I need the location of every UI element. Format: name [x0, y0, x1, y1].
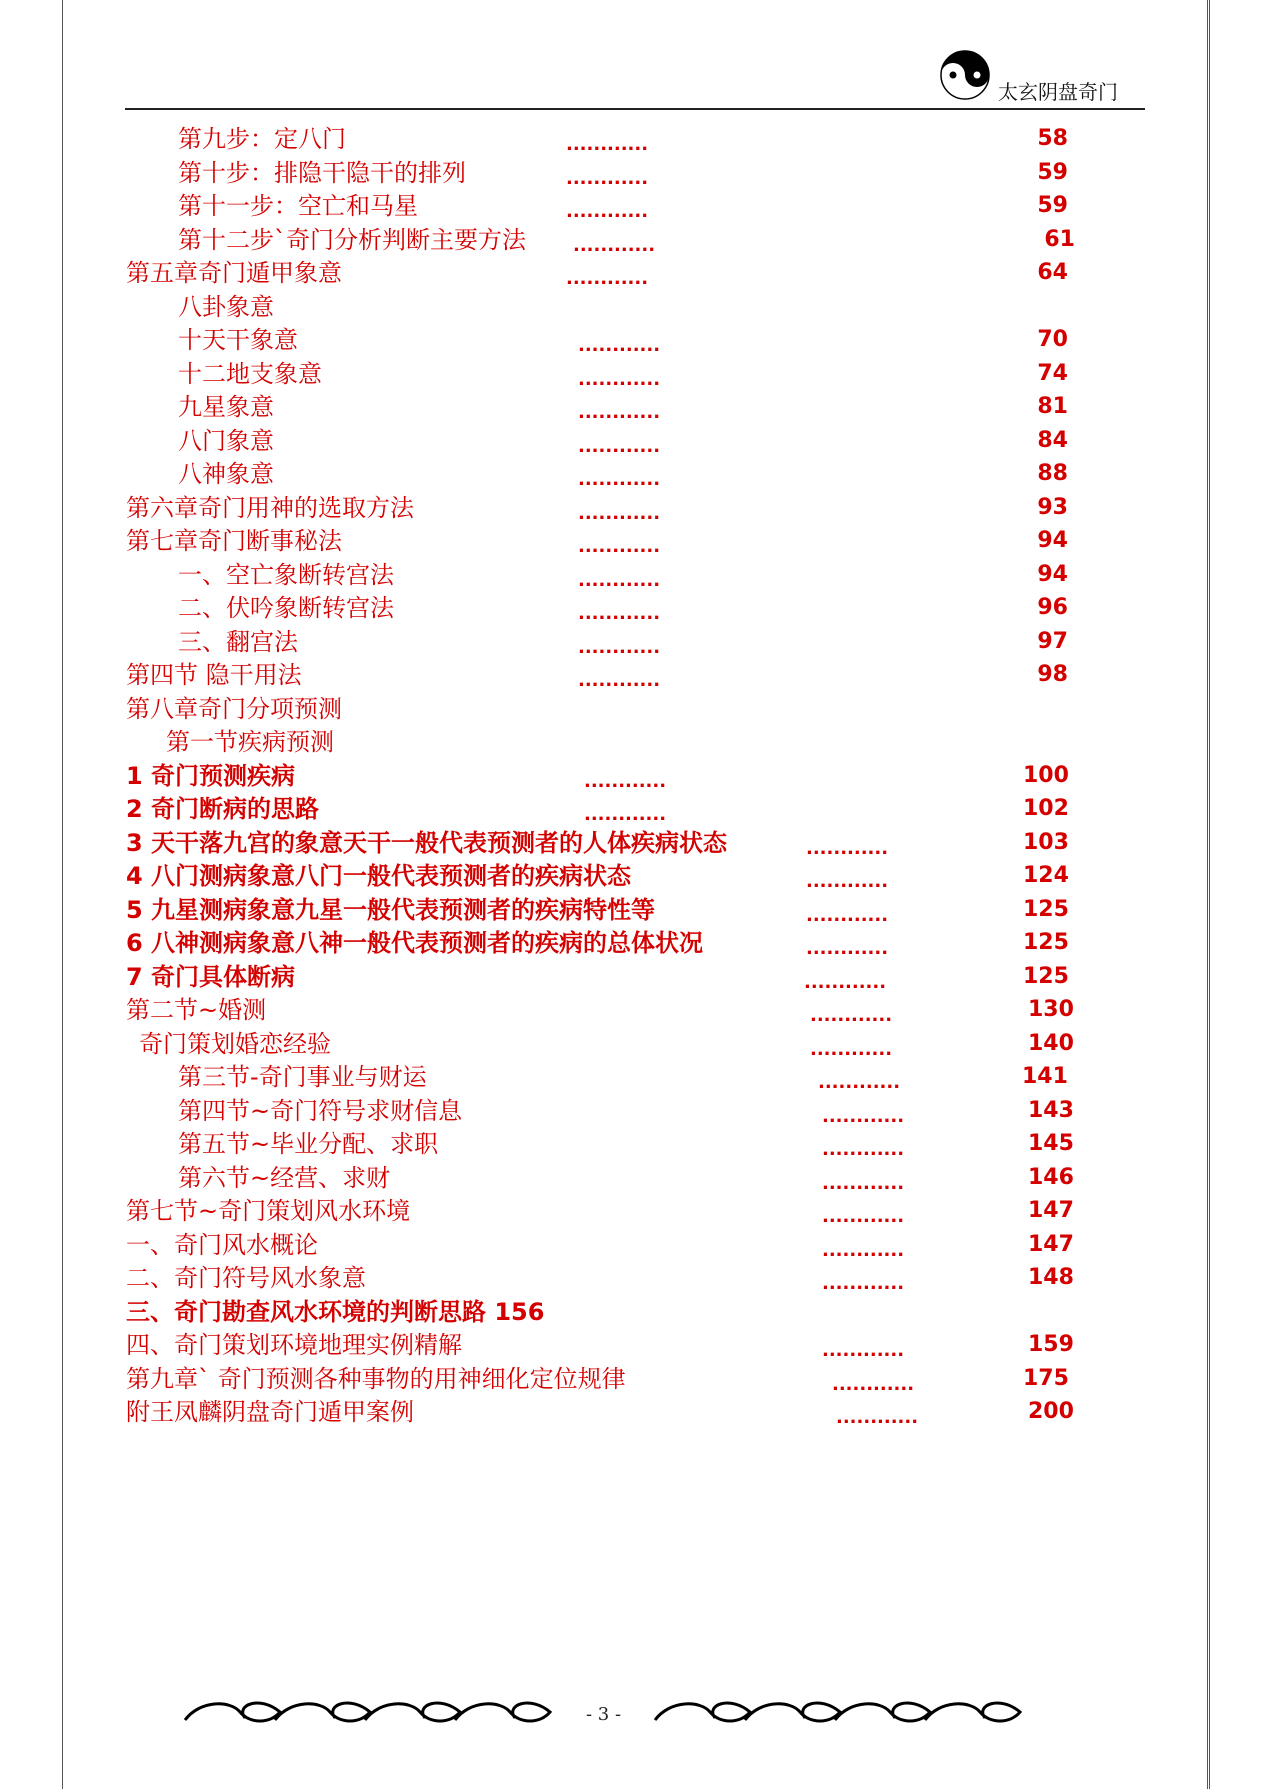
toc-entry[interactable]	[0, 694, 1267, 728]
page-number: - 3 -	[586, 1704, 622, 1725]
toc-entry[interactable]	[0, 1263, 1267, 1297]
toc-entry[interactable]	[0, 359, 1267, 393]
toc-entry-page: 159	[1028, 1332, 1074, 1357]
toc-entry[interactable]	[0, 660, 1267, 694]
toc-entry-title: 第八章奇门分项预测	[126, 694, 342, 723]
toc-entry-page: 88	[1037, 461, 1068, 486]
toc-entry[interactable]	[0, 1163, 1267, 1197]
toc-entry-page: 74	[1037, 360, 1068, 386]
toc-entry-leader: ............	[573, 234, 656, 256]
toc-entry-title: 四、奇门策划环境地理实例精解	[126, 1331, 462, 1359]
toc-entry-page: 64	[1037, 260, 1068, 285]
toc-entry-title: 附王凤麟阴盘奇门遁甲案例	[126, 1398, 414, 1426]
toc-entry[interactable]	[0, 1230, 1267, 1264]
footer-ornament-right-icon	[650, 1690, 1050, 1740]
toc-entry-page: 143	[1028, 1097, 1074, 1123]
toc-entry-title: 一、空亡象断转宫法	[178, 560, 394, 589]
toc-entry-title: 第四节 隐干用法	[126, 661, 302, 689]
toc-entry-page: 97	[1037, 628, 1068, 654]
toc-entry-page: 124	[1023, 863, 1069, 888]
toc-entry-leader: ............	[822, 1206, 905, 1227]
toc-entry-leader: ............	[566, 201, 649, 222]
toc-entry-leader: ............	[578, 335, 661, 356]
toc-entry[interactable]	[0, 1364, 1267, 1398]
toc-entry-leader: ............	[578, 636, 661, 658]
toc-entry-title: 奇门策划婚恋经验	[139, 1029, 331, 1058]
toc-entry-title: 第三节-奇门事业与财运	[178, 1063, 427, 1091]
toc-entry-leader: ............	[832, 1373, 915, 1395]
toc-entry-leader: ............	[578, 670, 661, 691]
toc-entry[interactable]	[0, 995, 1267, 1029]
toc-entry-page: 58	[1037, 126, 1068, 151]
toc-entry-page: 93	[1037, 494, 1068, 520]
toc-entry-page: 141	[1022, 1064, 1068, 1089]
toc-entry-page: 147	[1028, 1198, 1074, 1223]
toc-entry[interactable]	[0, 1062, 1267, 1096]
toc-entry-title: 1 奇门预测疾病	[126, 761, 296, 790]
toc-entry[interactable]	[0, 593, 1267, 627]
toc-entry-title: 十天干象意	[178, 326, 298, 354]
toc-entry-page: 130	[1028, 997, 1074, 1022]
toc-entry-title: 八门象意	[178, 426, 274, 455]
toc-entry-page: 102	[1023, 796, 1069, 821]
toc-entry-leader: ............	[822, 1239, 905, 1261]
toc-entry-page: 140	[1028, 1030, 1074, 1056]
toc-entry-title: 二、奇门符号风水象意	[126, 1264, 366, 1292]
yin-yang-icon	[940, 50, 990, 100]
toc-entry-title: 十二地支象意	[178, 359, 322, 388]
toc-entry[interactable]	[0, 392, 1267, 426]
toc-entry-page: 81	[1037, 394, 1068, 419]
toc-entry-title: 第七章奇门断事秘法	[126, 527, 342, 555]
toc-entry-leader: ............	[810, 1005, 893, 1026]
toc-entry-page: 125	[1023, 963, 1069, 989]
toc-entry[interactable]	[0, 158, 1267, 192]
toc-entry-leader: ............	[806, 837, 889, 859]
page-footer	[180, 1690, 1060, 1740]
toc-entry[interactable]	[0, 1029, 1267, 1063]
toc-entry-title: 八神象意	[178, 460, 274, 488]
toc-entry[interactable]	[0, 1096, 1267, 1130]
toc-entry-page: 94	[1037, 561, 1068, 587]
toc-entry-leader: ............	[578, 435, 661, 457]
toc-entry[interactable]	[0, 292, 1267, 326]
toc-entry-title: 第五章奇门遁甲象意	[126, 259, 342, 287]
toc-entry[interactable]	[0, 459, 1267, 493]
toc-entry[interactable]	[0, 727, 1267, 761]
footer-ornament-left-icon	[180, 1690, 580, 1740]
toc-entry-page: 98	[1037, 662, 1068, 687]
toc-entry[interactable]	[0, 1297, 1267, 1331]
toc-entry-page: 145	[1028, 1131, 1074, 1156]
toc-entry-leader: ............	[566, 167, 649, 189]
toc-entry[interactable]	[0, 761, 1267, 795]
toc-entry-title: 第六章奇门用神的选取方法	[126, 493, 414, 522]
toc-entry-leader: ............	[806, 904, 889, 926]
toc-entry-title: 九星象意	[178, 393, 274, 421]
toc-entry-leader: ............	[806, 938, 889, 959]
toc-entry-title: 第十步：排隐干隐干的排列	[178, 158, 466, 187]
toc-entry[interactable]	[0, 627, 1267, 661]
toc-entry[interactable]	[0, 124, 1267, 158]
header-divider	[125, 108, 1145, 110]
toc-entry-page: 103	[1023, 829, 1069, 855]
toc-entry-leader: ............	[822, 1273, 905, 1294]
toc-entry-page: 200	[1028, 1399, 1074, 1424]
toc-entry-title: 二、伏吟象断转宫法	[178, 594, 394, 622]
toc-entry-title: 2 奇门断病的思路	[126, 795, 320, 823]
toc-entry-leader: ............	[578, 536, 661, 557]
toc-entry-leader: ............	[804, 971, 887, 993]
toc-entry[interactable]	[0, 1129, 1267, 1163]
toc-entry-page: 146	[1028, 1164, 1074, 1190]
toc-entry-title: 第四节~奇门符号求财信息	[178, 1096, 463, 1125]
toc-entry-page: 175	[1023, 1365, 1069, 1391]
toc-entry-title: 第九步：定八门	[178, 125, 346, 153]
toc-entry-leader: ............	[584, 770, 667, 792]
toc-entry[interactable]	[0, 1330, 1267, 1364]
toc-entry[interactable]	[0, 1397, 1267, 1431]
toc-entry-title: 三、奇门勘查风水环境的判断思路 156	[126, 1297, 545, 1326]
toc-entry-page: 84	[1037, 427, 1068, 453]
toc-entry-title: 5 九星测病象意九星一般代表预测者的疾病特性等	[126, 895, 656, 924]
toc-entry-title: 第一节疾病预测	[166, 728, 334, 756]
toc-entry-page: 147	[1028, 1231, 1074, 1257]
toc-entry-title: 第九章` 奇门预测各种事物的用神细化定位规律	[126, 1364, 626, 1393]
toc-entry[interactable]	[0, 258, 1267, 292]
toc-entry-leader: ............	[810, 1038, 893, 1060]
toc-entry-title: 第十一步：空亡和马星	[178, 192, 418, 220]
toc-entry-title: 第二节~婚测	[126, 996, 267, 1024]
toc-entry-page: 100	[1023, 762, 1069, 788]
toc-entry-title: 第十二步`奇门分析判断主要方法	[178, 225, 526, 254]
toc-entry-page: 125	[1023, 896, 1069, 922]
toc-entry-page: 94	[1037, 528, 1068, 553]
toc-entry-title: 6 八神测病象意八神一般代表预测者的疾病的总体状况	[126, 929, 704, 957]
toc-entry-leader: ............	[578, 502, 661, 524]
toc-entry-page: 59	[1037, 193, 1068, 218]
toc-entry[interactable]	[0, 794, 1267, 828]
toc-entry[interactable]	[0, 861, 1267, 895]
toc-entry[interactable]	[0, 895, 1267, 929]
toc-entry-title: 八卦象意	[178, 292, 274, 321]
toc-entry-leader: ............	[584, 804, 667, 825]
toc-entry-page: 61	[1044, 226, 1075, 252]
toc-entry-title: 第五节~毕业分配、求职	[178, 1130, 439, 1158]
toc-entry-title: 第六节~经营、求财	[178, 1163, 391, 1192]
header-title: 太玄阴盘奇门	[998, 80, 1118, 104]
toc-entry-title: 第七节~奇门策划风水环境	[126, 1197, 411, 1225]
toc-entry-leader: ............	[806, 871, 889, 892]
toc-entry[interactable]	[0, 426, 1267, 460]
toc-entry[interactable]	[0, 493, 1267, 527]
toc-entry-leader: ............	[566, 134, 649, 155]
toc-entry[interactable]	[0, 928, 1267, 962]
toc-entry-title: 4 八门测病象意八门一般代表预测者的疾病状态	[126, 862, 632, 890]
toc-entry[interactable]	[0, 828, 1267, 862]
page-header	[940, 50, 1150, 105]
toc-entry-leader: ............	[566, 268, 649, 289]
toc-entry-page: 59	[1037, 159, 1068, 185]
toc-entry-leader: ............	[578, 603, 661, 624]
toc-entry[interactable]	[0, 191, 1267, 225]
toc-entry-leader: ............	[578, 469, 661, 490]
toc-entry[interactable]	[0, 962, 1267, 996]
toc-entry-leader: ............	[578, 569, 661, 591]
toc-entry-page: 70	[1037, 327, 1068, 352]
toc-entry-title: 7 奇门具体断病	[126, 962, 296, 991]
toc-entry-page: 148	[1028, 1265, 1074, 1290]
toc-entry-page: 96	[1037, 595, 1068, 620]
toc-entry-leader: ............	[578, 402, 661, 423]
toc-entry[interactable]	[0, 526, 1267, 560]
toc-entry-title: 一、奇门风水概论	[126, 1230, 318, 1259]
toc-entry-leader: ............	[822, 1105, 905, 1127]
toc-entry-title: 3 天干落九宫的象意天干一般代表预测者的人体疾病状态	[126, 828, 728, 857]
toc-entry[interactable]	[0, 560, 1267, 594]
toc-entry-leader: ............	[822, 1340, 905, 1361]
toc-entry-leader: ............	[818, 1072, 901, 1093]
toc-entry-leader: ............	[836, 1407, 919, 1428]
toc-entry-leader: ............	[578, 368, 661, 390]
toc-entry[interactable]	[0, 325, 1267, 359]
toc-entry-page: 125	[1023, 930, 1069, 955]
toc-entry[interactable]	[0, 1196, 1267, 1230]
toc-entry-leader: ............	[822, 1139, 905, 1160]
toc-entry-leader: ............	[822, 1172, 905, 1194]
toc-entry-title: 三、翻宫法	[178, 627, 298, 656]
toc-entry[interactable]	[0, 225, 1267, 259]
